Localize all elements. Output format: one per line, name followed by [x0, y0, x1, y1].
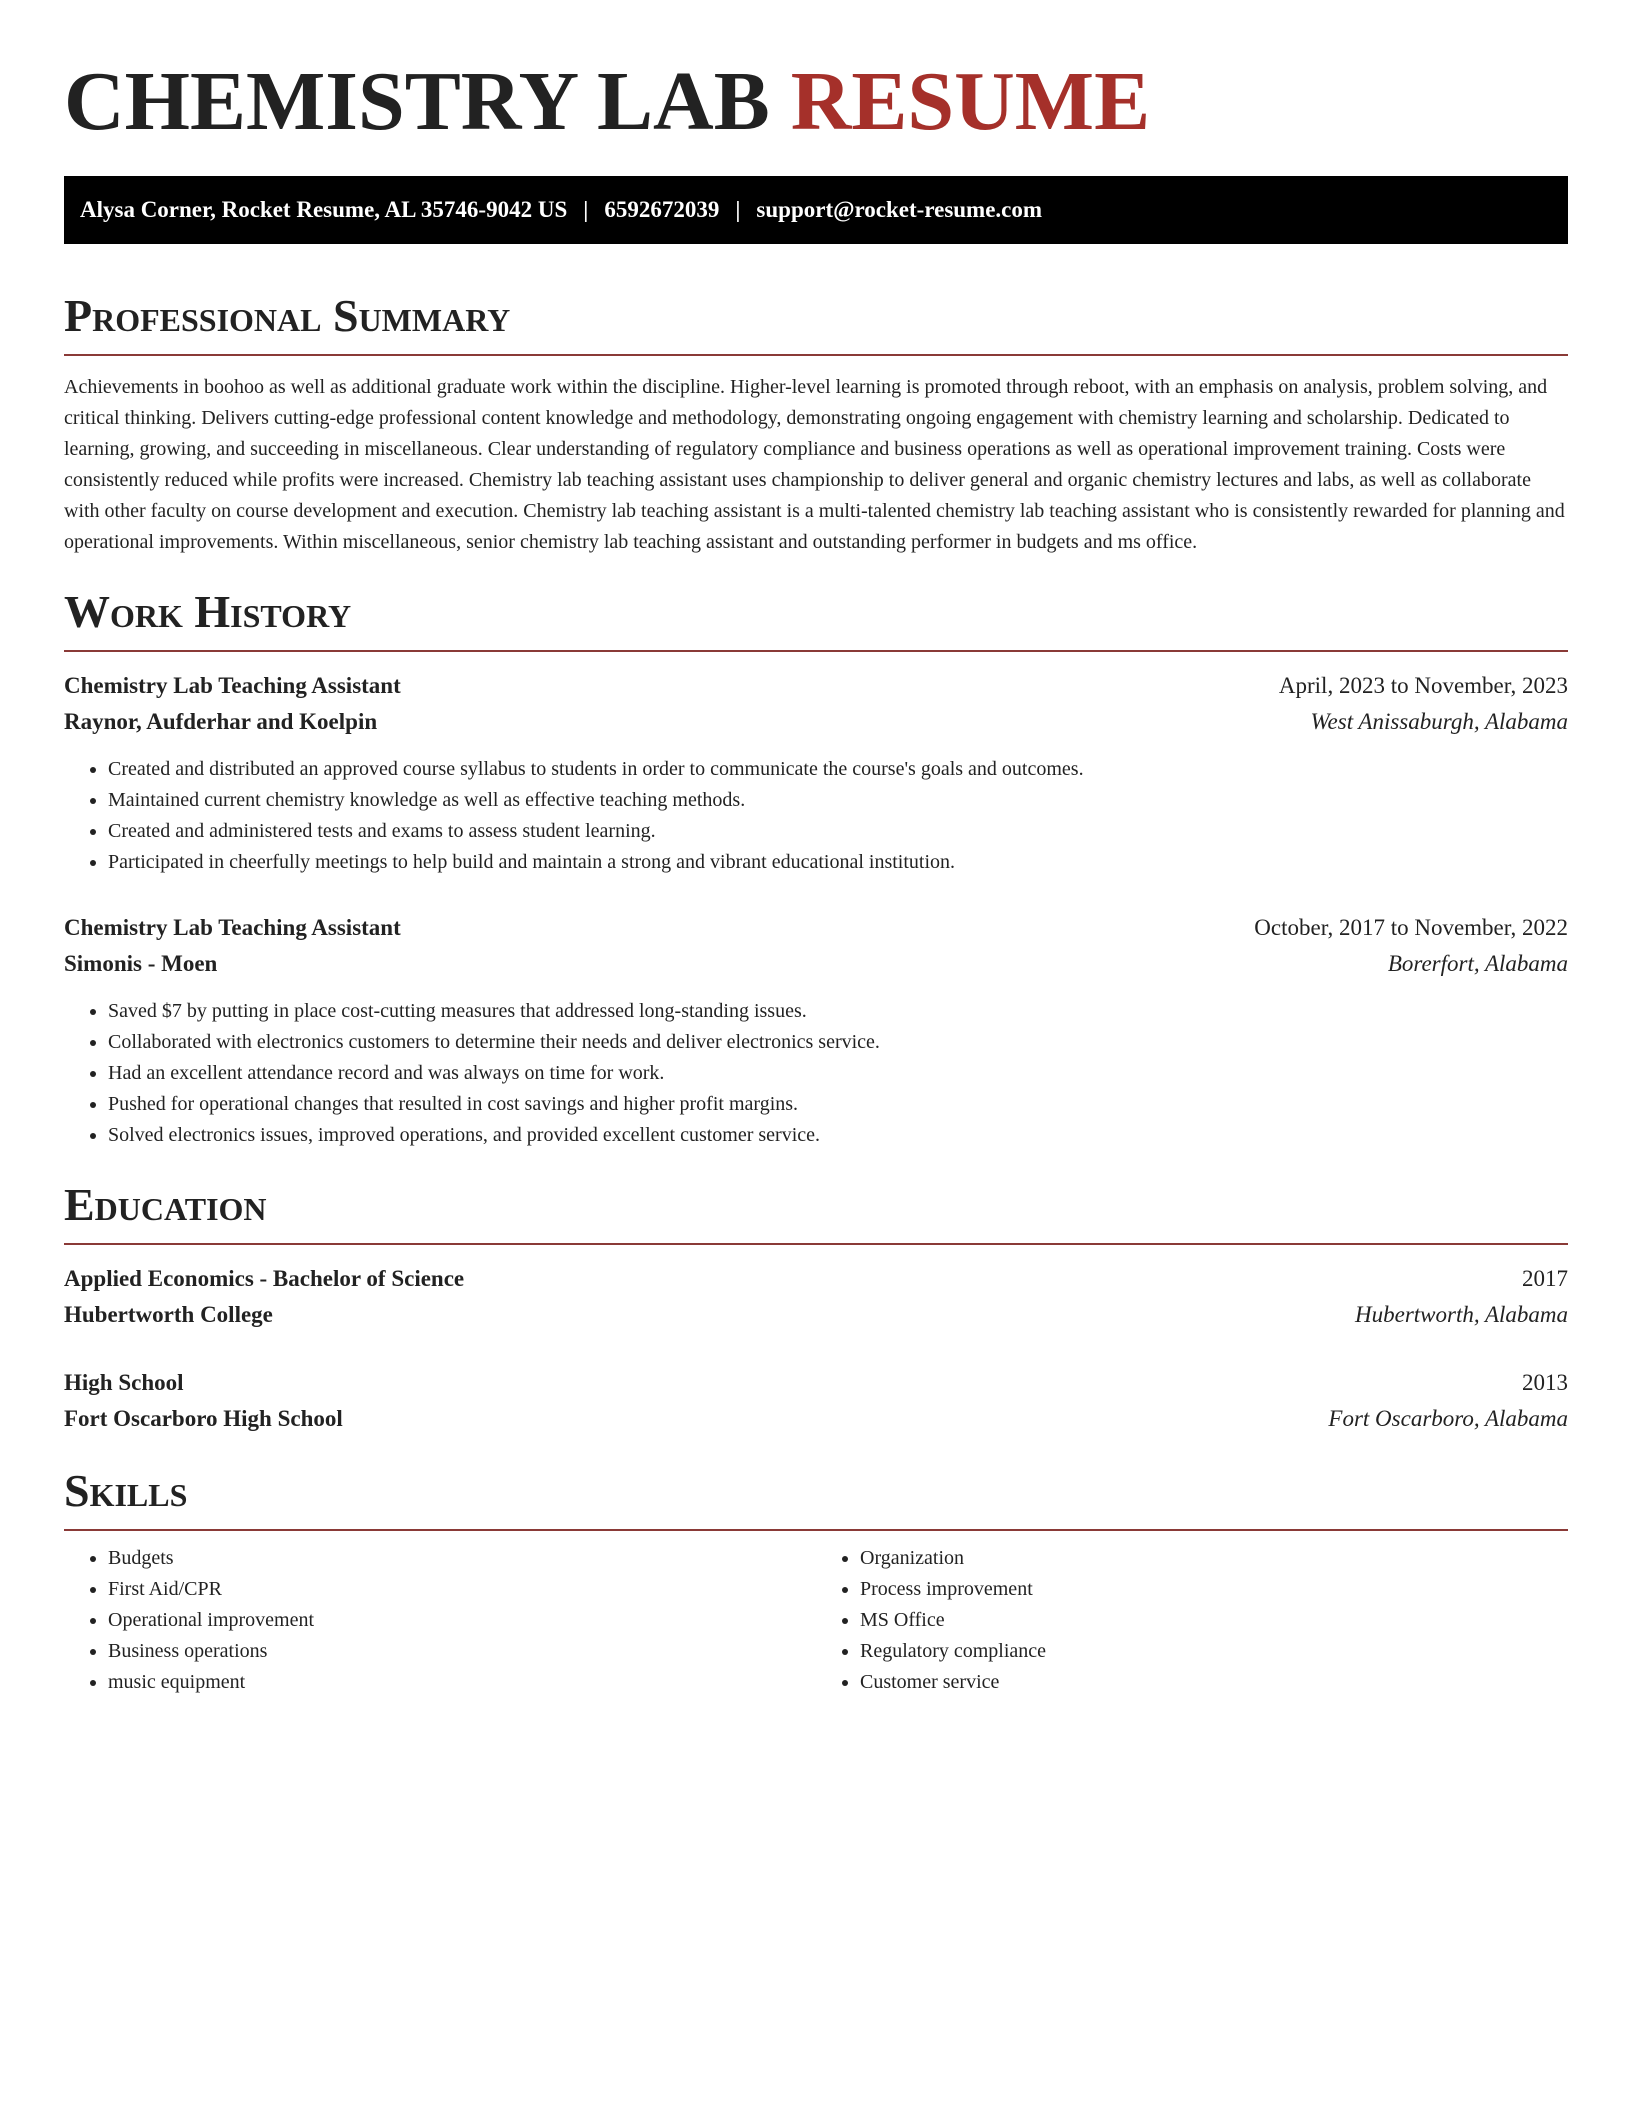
contact-address: Alysa Corner, Rocket Resume, AL 35746-9042 US — [80, 197, 568, 222]
contact-separator: | — [583, 197, 589, 222]
section-divider — [64, 1243, 1568, 1245]
job-location: Borerfort, Alabama — [1387, 951, 1568, 976]
education-section — [64, 1177, 1568, 1437]
education-year: 2017 — [1522, 1266, 1568, 1291]
skill-item: • Organization — [860, 1543, 1568, 1574]
resume-title — [64, 52, 1568, 152]
job-entry — [64, 910, 1568, 1151]
job-bullet: • Collaborated with electronics customers to determine their needs and deliver electronics service. — [108, 1027, 1568, 1058]
title-main: CHEMISTRY LAB — [64, 55, 791, 148]
job-company: Simonis - Moen — [64, 951, 218, 976]
job-bullet: • Created and administered tests and exams to assess student learning. — [108, 816, 1568, 847]
education-entry — [64, 1261, 1568, 1333]
skills-section — [64, 1463, 1568, 1698]
section-divider — [64, 1529, 1568, 1531]
job-dates: October, 2017 to November, 2022 — [1254, 915, 1568, 940]
summary-text: Achievements in boohoo as well as additional graduate work within the discipline. Higher-level learning is promoted through reboot, with an emphasis on analysis, problem solving, and critical thinking. Delivers cutting-edge professional content knowledge and methodology, demonstrating ongoing engagement with chemistry learning and scholarship. Dedicated to learning, growing, and succeeding in miscellaneous. Clear understanding of regulatory compliance and business operations as well as operational improvement training. Costs were consistently reduced while profits were increased. Chemistry lab teaching assistant uses championship to deliver general and organic chemistry lectures and labs, as well as collaborate with other faculty on course development and execution. Chemistry lab teaching assistant is a multi-talented chemistry lab teaching assistant who is consistently rewarded for planning and operational improvements. Within miscellaneous, senior chemistry lab teaching assistant and outstanding performer in budgets and ms office. — [64, 376, 1565, 553]
skills-heading: Skills — [64, 1465, 188, 1516]
education-location: Hubertworth, Alabama — [1355, 1302, 1568, 1327]
education-heading: Education — [64, 1179, 267, 1230]
skill-item: • Business operations — [108, 1636, 816, 1667]
job-bullet: • Solved electronics issues, improved operations, and provided excellent customer service. — [108, 1120, 1568, 1151]
job-company: Raynor, Aufderhar and Koelpin — [64, 709, 378, 734]
work-history-heading: Work History — [64, 586, 352, 637]
title-accent: RESUME — [790, 55, 1151, 148]
skill-item: • Process improvement — [860, 1574, 1568, 1605]
skill-item: • First Aid/CPR — [108, 1574, 816, 1605]
education-degree: High School — [64, 1370, 184, 1395]
section-divider — [64, 354, 1568, 356]
contact-separator: | — [735, 197, 741, 222]
job-location: West Anissaburgh, Alabama — [1310, 709, 1568, 734]
skills-columns — [64, 1543, 1568, 1698]
job-bullets — [64, 996, 1568, 1151]
job-bullet: • Pushed for operational changes that resulted in cost savings and higher profit margins. — [108, 1089, 1568, 1120]
contact-email: support@rocket-resume.com — [756, 197, 1043, 222]
job-bullet: • Had an excellent attendance record and was always on time for work. — [108, 1058, 1568, 1089]
work-history-section — [64, 584, 1568, 1151]
education-school: Hubertworth College — [64, 1302, 273, 1327]
education-school: Fort Oscarboro High School — [64, 1406, 343, 1431]
job-bullet: • Created and distributed an approved course syllabus to students in order to communicate the course's goals and outcomes. — [108, 754, 1568, 785]
skill-item: • music equipment — [108, 1667, 816, 1698]
summary-section — [64, 288, 1568, 558]
job-bullet: • Participated in cheerfully meetings to help build and maintain a strong and vibrant educational institution. — [108, 847, 1568, 878]
contact-bar — [64, 176, 1568, 244]
skill-item: • Operational improvement — [108, 1605, 816, 1636]
skills-list-right — [816, 1543, 1568, 1698]
job-bullet: • Maintained current chemistry knowledge as well as effective teaching methods. — [108, 785, 1568, 816]
skill-item: • Customer service — [860, 1667, 1568, 1698]
job-entry — [64, 668, 1568, 878]
skills-list-left — [64, 1543, 816, 1698]
job-bullet: • Saved $7 by putting in place cost-cutting measures that addressed long-standing issues. — [108, 996, 1568, 1027]
education-location: Fort Oscarboro, Alabama — [1328, 1406, 1568, 1431]
contact-phone: 6592672039 — [604, 197, 720, 222]
job-bullets — [64, 754, 1568, 878]
education-year: 2013 — [1522, 1370, 1568, 1395]
skill-item: • Budgets — [108, 1543, 816, 1574]
job-title: Chemistry Lab Teaching Assistant — [64, 915, 401, 940]
skill-item: • MS Office — [860, 1605, 1568, 1636]
education-entry — [64, 1365, 1568, 1437]
summary-heading: Professional Summary — [64, 290, 511, 341]
job-title: Chemistry Lab Teaching Assistant — [64, 673, 401, 698]
section-divider — [64, 650, 1568, 652]
education-degree: Applied Economics - Bachelor of Science — [64, 1266, 465, 1291]
skill-item: • Regulatory compliance — [860, 1636, 1568, 1667]
job-dates: April, 2023 to November, 2023 — [1278, 673, 1568, 698]
